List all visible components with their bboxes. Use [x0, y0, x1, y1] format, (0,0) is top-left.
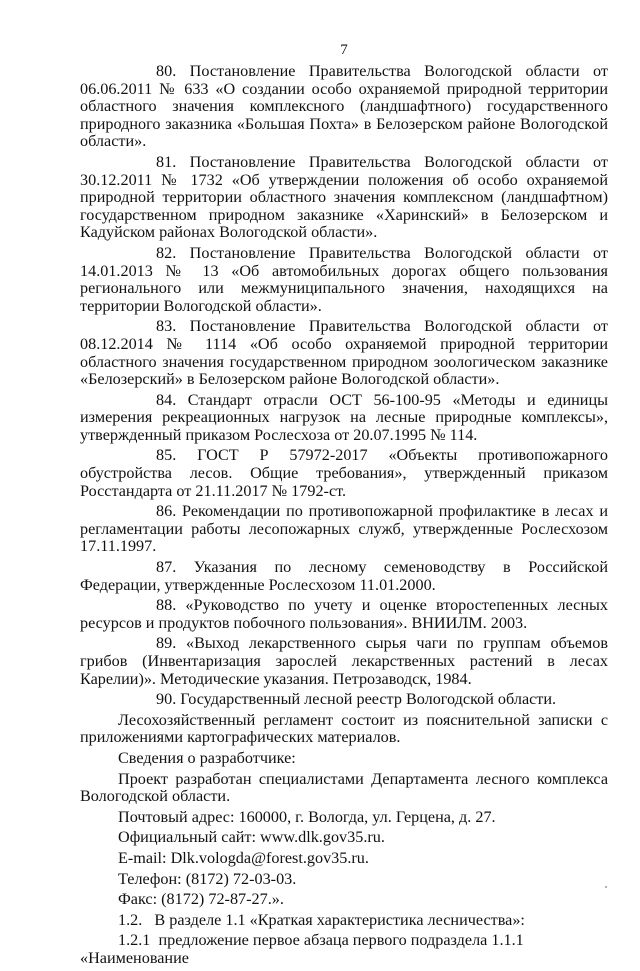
developer-project: Проект разработан специалистами Департамента лесного комплекса Вологодской области. — [80, 769, 608, 806]
item-number: 83. — [156, 317, 177, 336]
postal-address: Почтовый адрес: 160000, г. Вологда, ул. Герцена, д. 27. — [118, 807, 496, 826]
item-text: Стандарт отрасли ОСТ 56-100-95 «Методы и единицы измерения рекреационных нагрузок на лесные природные комплексы», утвержденный приказом Рослесхоза от 20.07.1995 № 114. — [80, 390, 609, 444]
section-1-2 — [80, 912, 608, 930]
item-text: Указания по лесному семеноводству в Российской Федерации, утвержденные Рослесхозом 11.01.2000. — [80, 558, 609, 594]
item-text: Постановление Правительства Вологодской области от 30.12.2011 № 1732 «Об утверждении положения об особо охраняемой природной территории областного значения комплексном (ландшафтном) государственном природном заказнике «Харинский» в Белозерском и Кадуйском районах Вологодской области». — [80, 152, 608, 242]
list-item — [80, 691, 608, 709]
item-number: 81. — [156, 152, 177, 171]
reference-list — [80, 63, 608, 709]
item-text: Постановление Правительства Вологодской области от 06.06.2011 № 633 «О создании особо охраняемой природной территории областного значения комплексного (ландшафтного) государственного природного заказника «Большая Похта» в Белозерском районе Вологодской области». — [80, 62, 608, 151]
developer-heading: Сведения о разработчике: — [118, 748, 296, 767]
list-item — [80, 63, 608, 151]
list-item — [80, 245, 608, 315]
scan-speck — [605, 886, 607, 888]
list-item — [80, 635, 608, 688]
document-page — [80, 42, 608, 971]
fax-number: Факс: (8172) 72-87-27.». — [118, 890, 284, 909]
section-text: предложение первое абзаца первого подраздела 1.1.1 «Наименование — [80, 931, 524, 967]
item-text: «Выход лекарственного сырья чаги по группам объемов грибов (Инвентаризация зарослей лекарственных растений в лесах Карелии)». Методические указания. Петрозаводск, 1984. — [80, 634, 608, 688]
list-item — [80, 559, 608, 594]
item-text: Рекомендации по противопожарной профилактике в лесах и регламентации работы лесопожарных служб, утвержденные Рослесхозом 17.11.1997. — [80, 502, 608, 556]
item-number: 89. — [156, 634, 177, 653]
item-text: ГОСТ Р 57972-2017 «Объекты противопожарного обустройства лесов. Общие требования», утвержденный приказом Росстандарта от 21.11.2017 № 1792-ст. — [80, 446, 608, 500]
section-text: В разделе 1.1 «Краткая характеристика лесничества»: — [154, 910, 525, 929]
regulation-paragraph: Лесохозяйственный регламент состоит из пояснительной записки с приложениями картографических материалов. — [80, 710, 608, 747]
list-item — [80, 318, 608, 388]
official-website: Официальный сайт: www.dlk.gov35.ru. — [118, 828, 385, 847]
list-item — [80, 154, 608, 242]
item-text: Постановление Правительства Вологодской области от 14.01.2013 № 13 «Об автомобильных дорогах общего пользования регионального или межмуниципального значения, находящихся на территории Вологодской области». — [80, 243, 608, 315]
item-number: 90. — [156, 690, 177, 709]
section-1-2-1 — [80, 932, 608, 967]
list-item — [80, 447, 608, 500]
item-text: «Руководство по учету и оценке второстепенных лесных ресурсов и продуктов побочного пользования». ВНИИЛМ. 2003. — [80, 596, 608, 632]
section-number: 1.2.1 — [118, 931, 151, 950]
phone-number: Телефон: (8172) 72-03-03. — [118, 869, 297, 888]
item-text: Постановление Правительства Вологодской области от 08.12.2014 № 1114 «Об особо охраняемой природной территории областного значения государственном природном зоологическом заказнике «Белозерский» в Белозерском районе Вологодской области». — [80, 317, 608, 389]
list-item — [80, 597, 608, 632]
item-text: Государственный лесной реестр Вологодской области. — [180, 690, 557, 709]
item-number: 87. — [156, 558, 177, 577]
item-number: 86. — [156, 502, 177, 521]
item-number: 88. — [156, 596, 177, 615]
section-number: 1.2. — [118, 910, 143, 929]
email-address: E-mail: Dlk.vologda@forest.gov35.ru. — [118, 848, 369, 867]
item-number: 84. — [156, 390, 177, 409]
list-item — [80, 392, 608, 445]
list-item — [80, 503, 608, 556]
item-number: 80. — [156, 62, 177, 80]
page-number: 7 — [340, 42, 348, 58]
item-number: 85. — [156, 446, 177, 465]
item-number: 82. — [156, 243, 177, 262]
